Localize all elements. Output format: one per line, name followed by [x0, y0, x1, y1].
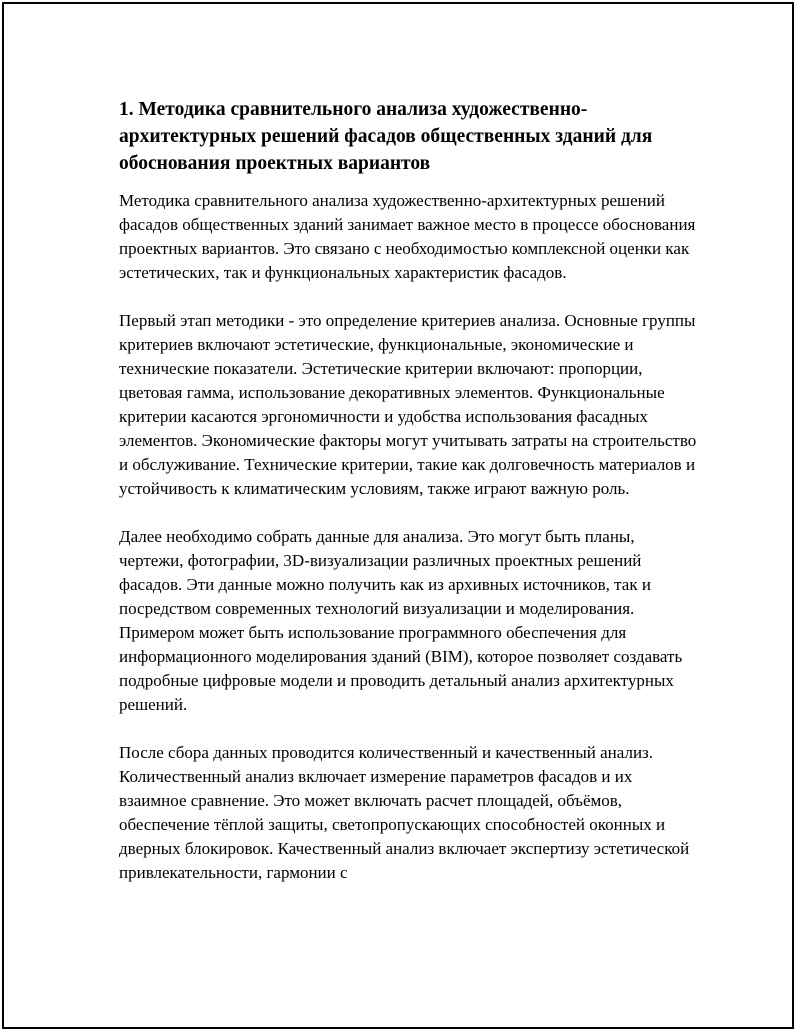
document-body — [119, 96, 699, 909]
paragraph-criteria: Первый этап методики - это определение критериев анализа. Основные группы критериев включают эстетические, функциональные, экономические и технические показатели. Эстетические критерии включают: пропорции, цветовая гамма, использование декоративных элементов. Функциональные критерии касаются эргономичности и удобства использования фасадных элементов. Экономические факторы могут учитывать затраты на строительство и обслуживание. Технические критерии, такие как долговечность материалов и устойчивость к климатическим условиям, также играют важную роль. — [119, 311, 697, 498]
paragraph-analysis: После сбора данных проводится количественный и качественный анализ. Количественный анализ включает измерение параметров фасадов и их взаимное сравнение. Это может включать расчет площадей, объёмов, обеспечение тёплой защиты, светопропускающих способностей оконных и дверных блокировок. Качественный анализ включает экспертизу эстетической привлекательности, гармонии с — [119, 743, 690, 882]
document-page — [2, 2, 794, 1029]
section-heading: 1. Методика сравнительного анализа художественно-архитектурных решений фасадов общественных зданий для обоснования проектных вариантов — [119, 99, 653, 174]
paragraph-intro: Методика сравнительного анализа художественно-архитектурных решений фасадов общественных зданий занимает важное место в процессе обоснования проектных вариантов. Это связано с необходимостью комплексной оценки как эстетических, так и функциональных характеристик фасадов. — [119, 191, 696, 282]
paragraph-data-collection: Далее необходимо собрать данные для анализа. Это могут быть планы, чертежи, фотографии, 3D-визуализации различных проектных решений фасадов. Эти данные можно получить как из архивных источников, так и посредством современных технологий визуализации и моделирования. Примером может быть использование программного обеспечения для информационного моделирования зданий (BIM), которое позволяет создавать подробные цифровые модели и проводить детальный анализ архитектурных решений. — [119, 527, 683, 714]
